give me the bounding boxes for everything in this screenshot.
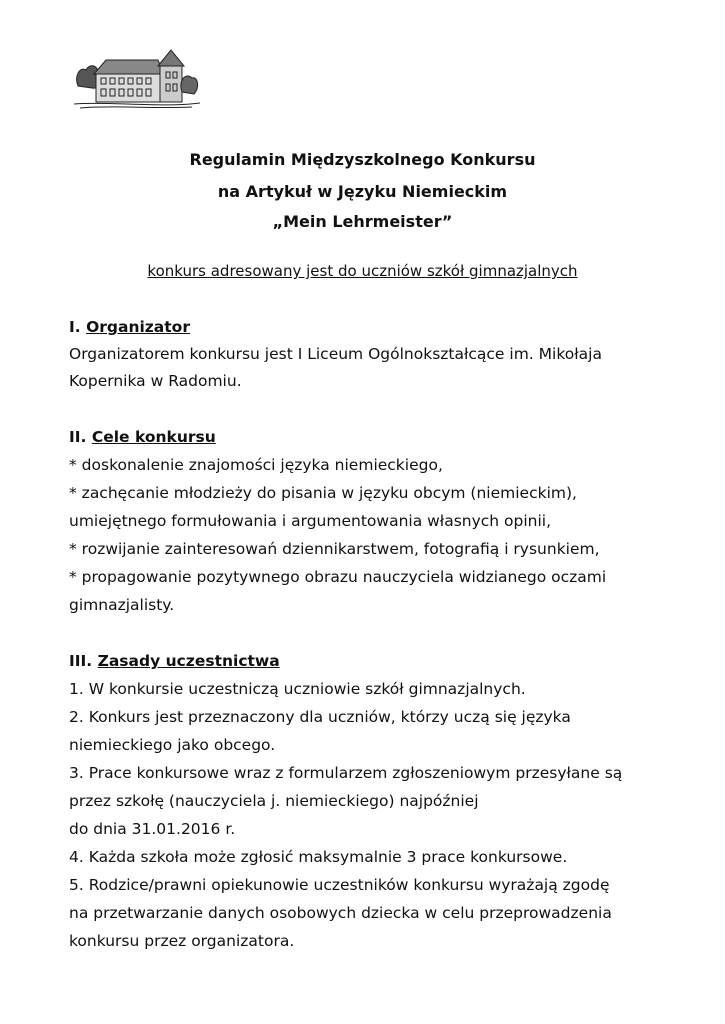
section-line: konkursu przez organizatora. — [69, 932, 295, 950]
document-title-line2: na Artykuł w Języku Niemieckim — [217, 182, 508, 201]
section-line: przez szkołę (nauczyciela j. niemieckiego) najpóźniej — [69, 792, 479, 810]
section-line: niemieckiego jako obcego. — [69, 736, 276, 754]
section-line: Kopernika w Radomiu. — [69, 372, 242, 390]
section-line: gimnazjalisty. — [69, 596, 175, 614]
section-line: * rozwijanie zainteresowań dziennikarstwem, fotografią i rysunkiem, — [69, 540, 600, 558]
section-line: 3. Prace konkursowe wraz z formularzem zgłoszeniowym przesyłane są — [69, 764, 623, 782]
section-heading-cele — [69, 428, 216, 446]
section-line: * zachęcanie młodzieży do pisania w języku obcym (niemieckim), — [69, 484, 577, 502]
document-subtitle — [0, 262, 725, 280]
section-heading-organizator — [69, 318, 190, 336]
section-title: Organizator — [86, 318, 190, 336]
section-line: Organizatorem konkursu jest I Liceum Ogólnokształcące im. Mikołaja — [69, 345, 602, 363]
document-title-line1: Regulamin Międzyszkolnego Konkursu — [189, 150, 536, 169]
section-line: * doskonalenie znajomości języka niemieckiego, — [69, 456, 443, 474]
subtitle-text: konkurs adresowany jest do uczniów szkół gimnazjalnych — [147, 262, 578, 280]
section-heading-zasady — [69, 652, 280, 670]
section-line: 1. W konkursie uczestniczą uczniowie szkół gimnazjalnych. — [69, 680, 526, 698]
section-line: 2. Konkurs jest przeznaczony dla uczniów, którzy uczą się języka — [69, 708, 571, 726]
document-title-line3: „Mein Lehrmeister” — [272, 212, 453, 231]
section-number: II. — [69, 428, 87, 446]
section-line: do dnia 31.01.2016 r. — [69, 820, 236, 838]
section-line: umiejętnego formułowania i argumentowania własnych opinii, — [69, 512, 552, 530]
section-line: * propagowanie pozytywnego obrazu nauczyciela widzianego oczami — [69, 568, 607, 586]
section-number: III. — [69, 652, 93, 670]
school-building-logo — [74, 46, 200, 110]
section-number: I. — [69, 318, 81, 336]
section-line: na przetwarzanie danych osobowych dziecka w celu przeprowadzenia — [69, 904, 612, 922]
section-line: 4. Każda szkoła może zgłosić maksymalnie 3 prace konkursowe. — [69, 848, 568, 866]
section-line: 5. Rodzice/prawni opiekunowie uczestników konkursu wyrażają zgodę — [69, 876, 610, 894]
section-title: Cele konkursu — [91, 428, 216, 446]
section-title: Zasady uczestnictwa — [97, 652, 280, 670]
